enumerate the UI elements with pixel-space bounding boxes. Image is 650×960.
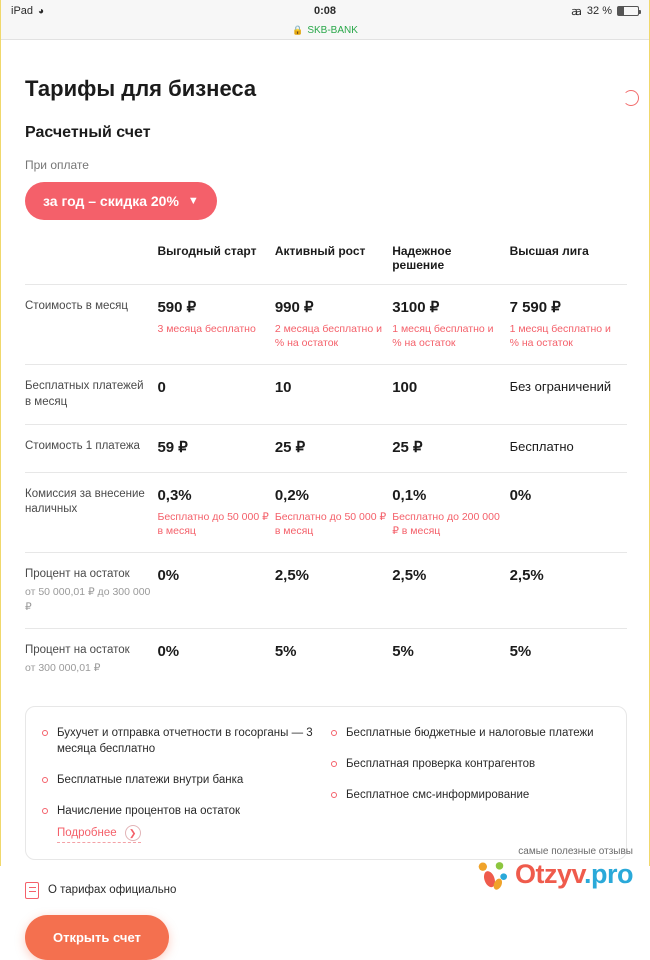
tariff-cell (275, 285, 392, 365)
watermark-brand-b: .pro (584, 859, 633, 889)
tariff-cell (510, 285, 627, 365)
table-row (25, 552, 627, 628)
tariff-value: Бесплатно (509, 439, 574, 455)
tariff-cell (510, 425, 627, 473)
tariff-note: 2 месяца бесплатно и % на остаток (274, 322, 382, 349)
tariff-value: 100 (392, 379, 418, 397)
tariff-cell (392, 365, 509, 425)
feature-item (42, 725, 321, 757)
watermark (475, 846, 633, 890)
row-label-sub: от 50 000,01 ₽ до 300 000 ₽ (25, 586, 151, 613)
site-name: SKB-BANK (307, 25, 358, 36)
feature-text: Бесплатная проверка контрагентов (346, 757, 536, 770)
row-label: Процент на остаток от 50 000,01 ₽ до 300 000 ₽ (25, 567, 151, 613)
table-row (25, 285, 627, 365)
row-label-cell (25, 472, 157, 552)
tariff-cell (157, 628, 274, 689)
row-label: Стоимость в месяц (25, 300, 128, 312)
row-label: Бесплатных платежей в месяц (25, 380, 144, 408)
tariff-value: 2,5% (392, 566, 427, 584)
row-label-cell (25, 552, 157, 628)
tariff-cell (275, 628, 392, 689)
tariff-cell (275, 425, 392, 473)
tariff-value: 0,2% (274, 486, 310, 504)
loading-spinner-icon (623, 90, 639, 106)
tariff-value: 25 ₽ (392, 439, 423, 457)
tariff-note: 1 месяц бесплатно и % на остаток (509, 322, 611, 349)
tariff-note: 1 месяц бесплатно и % на остаток (392, 322, 494, 349)
bullet-icon (42, 777, 48, 783)
table-body (25, 285, 627, 690)
tariff-note: Бесплатно до 50 000 ₽ в месяц (157, 510, 269, 537)
watermark-tagline: самые полезные отзывы (518, 846, 633, 857)
table-row (25, 628, 627, 689)
tariffs-table (25, 244, 627, 690)
tariff-value: 590 ₽ (157, 299, 197, 316)
bullet-icon (42, 730, 48, 736)
row-label-sub: от 300 000,01 ₽ (25, 662, 101, 675)
tariff-cell (275, 365, 392, 425)
features-right-column (331, 725, 610, 843)
tariff-cell (510, 552, 627, 628)
section-title: Расчетный счет (25, 124, 151, 141)
bullet-icon (331, 792, 337, 798)
row-label-cell (25, 628, 157, 689)
tariff-value: 5% (509, 642, 532, 660)
tariff-note: Бесплатно до 50 000 ₽ в месяц (274, 510, 387, 537)
tariff-value: 0 (157, 379, 166, 397)
pay-label: При оплате (25, 158, 89, 172)
row-label: Процент на остаток от 300 000,01 ₽ (25, 643, 151, 676)
row-label-cell (25, 365, 157, 425)
tariff-note: 3 месяца бесплатно (157, 322, 256, 335)
more-details-link[interactable] (57, 825, 141, 843)
table-row (25, 425, 627, 473)
tariff-cell (510, 628, 627, 689)
feature-item (331, 787, 610, 803)
feature-text: Начисление процентов на остаток Подробнее ❯ (57, 803, 240, 843)
tariff-cell (275, 552, 392, 628)
watermark-brand (475, 859, 633, 890)
tariff-value: 5% (274, 642, 297, 660)
open-account-button[interactable]: Открыть счет (25, 915, 169, 960)
tariff-cell (157, 425, 274, 473)
feature-text: Бесплатное смс-информирование (346, 788, 530, 801)
feature-item (331, 725, 610, 741)
tariff-cell (392, 552, 509, 628)
clock: 0:08 (313, 5, 337, 17)
watermark-text (515, 859, 633, 890)
tariff-value: 0,3% (157, 486, 192, 504)
feature-item (331, 756, 610, 772)
watermark-brand-a: Otzyv (514, 859, 584, 889)
tariff-doc-label: О тарифах официально (48, 884, 177, 897)
chevron-right-icon: ❯ (125, 825, 141, 841)
discount-period-label: за год – скидка 20% (43, 193, 179, 209)
tariff-cell (510, 472, 627, 552)
ios-status-bar (1, 0, 649, 22)
wifi-icon: ◕ (38, 5, 45, 17)
feature-text: Бесплатные бюджетные и налоговые платежи (346, 726, 594, 739)
chevron-down-icon: ▼ (187, 195, 199, 207)
tariff-value: 990 ₽ (274, 299, 314, 316)
tariff-cell (275, 472, 392, 552)
more-details-label: Подробнее (57, 826, 117, 839)
table-row (25, 472, 627, 552)
col-head-3: Надежное решение (392, 244, 452, 272)
tariff-value: 2,5% (509, 566, 544, 584)
features-left-column (42, 725, 321, 843)
col-head-4: Высшая лига (509, 244, 589, 258)
tariff-value: 2,5% (274, 566, 310, 584)
tariff-cell (392, 472, 509, 552)
col-head-0 (25, 244, 157, 285)
tariff-value: 0% (157, 566, 180, 584)
status-right (571, 5, 639, 18)
bluetooth-icon: ꜳ (571, 5, 582, 18)
tariff-value: 59 ₽ (157, 439, 188, 457)
status-left (11, 5, 44, 17)
tariff-cell (157, 285, 274, 365)
tariff-value: 0,1% (392, 486, 427, 504)
row-label: Комиссия за внесение наличных (25, 487, 145, 516)
tariff-value: 3100 ₽ (392, 299, 440, 316)
row-label-cell (25, 285, 157, 365)
table-header-row (25, 244, 627, 285)
tariff-note: Бесплатно до 200 000 ₽ в месяц (392, 510, 500, 537)
tariff-cell (157, 472, 274, 552)
col-head-1: Выгодный старт (157, 244, 257, 258)
page-title: Тарифы для бизнеса (25, 76, 257, 101)
tariff-value: 7 590 ₽ (509, 299, 561, 316)
feature-text: Бесплатные платежи внутри банка (57, 773, 244, 786)
battery-percent: 32 % (586, 5, 612, 17)
page-content (1, 76, 649, 945)
tariff-value: 25 ₽ (274, 439, 306, 457)
battery-icon (617, 6, 639, 16)
bullet-icon (331, 761, 337, 767)
features-box (25, 706, 627, 860)
col-head-2: Активный рост (274, 244, 366, 258)
tariff-value: 10 (274, 379, 292, 397)
discount-period-dropdown[interactable] (25, 182, 217, 220)
tariff-cell (157, 552, 274, 628)
bullet-icon (331, 730, 337, 736)
lock-icon: 🔒 (292, 25, 304, 35)
tariff-cell (157, 365, 274, 425)
tariff-cell (392, 425, 509, 473)
tariff-value: 0% (157, 642, 180, 660)
otzyv-logo-icon (475, 860, 509, 890)
feature-item (42, 803, 321, 843)
tariff-cell (392, 285, 509, 365)
feature-text: Бухучет и отправка отчетности в госорганы — 3 месяца бесплатно (57, 726, 313, 755)
feature-item (42, 772, 321, 788)
browser-tab[interactable] (1, 22, 649, 40)
tariff-value: 5% (392, 642, 414, 660)
document-icon (25, 882, 39, 899)
tariff-cell (510, 365, 627, 425)
tariff-value: 0% (509, 486, 532, 504)
row-label-cell (25, 425, 157, 473)
tariff-cell (392, 628, 509, 689)
row-label: Стоимость 1 платежа (25, 440, 140, 453)
device-name: iPad (11, 5, 34, 17)
bullet-icon (42, 808, 48, 814)
tariff-value: Без ограничений (509, 379, 612, 395)
table-row (25, 365, 627, 425)
